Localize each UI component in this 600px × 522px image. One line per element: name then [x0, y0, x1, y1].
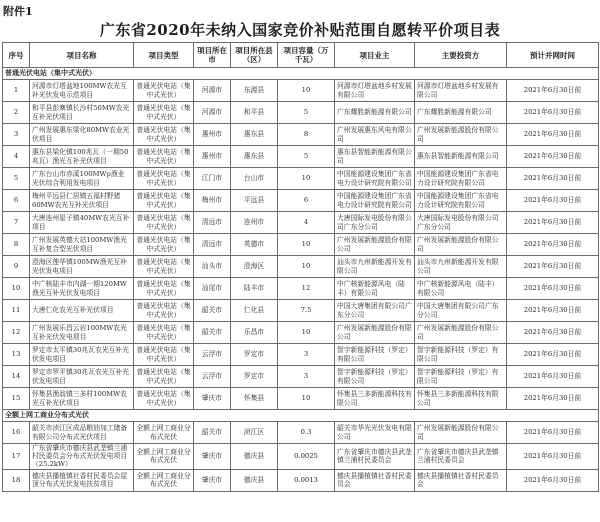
section-title: 全额上网工商业分布式光伏	[3, 410, 599, 422]
table-cell: 普通光伏电站（集中式光伏）	[134, 278, 194, 300]
table-cell: 普通光伏电站（集中式光伏）	[134, 124, 194, 146]
table-cell: 怀集县三多新能源科技有限公司	[335, 388, 415, 410]
table-cell: 2021年6月30日前	[507, 124, 599, 146]
table-cell: 乐昌市	[231, 322, 278, 344]
table-cell: 惠州市	[194, 124, 231, 146]
table-cell: 河源市灯塔盆地乡村发展有限公司	[415, 80, 507, 102]
table-cell: 普通光伏电站（集中式光伏）	[134, 256, 194, 278]
table-cell: 13	[3, 344, 30, 366]
table-row	[3, 168, 599, 190]
table-cell: 14	[3, 366, 30, 388]
table-cell: 广州发展新能源股份有限公司	[335, 322, 415, 344]
table-cell: 和平县	[231, 102, 278, 124]
table-cell: 中国能源建设集团广东省电力设计研究院有限公司	[335, 190, 415, 212]
table-cell: 江门市	[194, 168, 231, 190]
table-cell: 17	[3, 444, 30, 470]
table-cell: 广东省肇庆市德庆县武垄镇兰浦村民委员会	[415, 444, 507, 470]
table-cell: 梅州平远县仁居镇五福村野猪60MW农光互补光伏项目	[30, 190, 134, 212]
table-header-row	[3, 43, 599, 68]
table-cell: 广州发展新能源股份有限公司	[415, 124, 507, 146]
table-cell: 罗定市	[231, 344, 278, 366]
table-cell: 0.0013	[278, 469, 335, 491]
table-cell: 汕尾市	[194, 278, 231, 300]
table-cell: 广州发展英德大站100MW渔光互补复合型光伏项目	[30, 234, 134, 256]
table-cell: 2021年6月30日前	[507, 322, 599, 344]
table-cell: 普通光伏电站（集中式光伏）	[134, 146, 194, 168]
table-cell: 智宇新能源科技（罗定）有限公司	[415, 344, 507, 366]
table-cell: 肇庆市	[194, 469, 231, 491]
table-cell: 广东省肇庆市德庆县武垄镇兰浦村民委员会	[335, 444, 415, 470]
table-cell: 普通光伏电站（集中式光伏）	[134, 366, 194, 388]
table-cell: 罗定市太平镇30兆瓦农光互补光伏发电项目	[30, 344, 134, 366]
table-row	[3, 278, 599, 300]
table-cell: 罗定市	[231, 366, 278, 388]
table-cell: 6	[278, 190, 335, 212]
watermark-cover	[536, 506, 596, 520]
table-row	[3, 444, 599, 470]
table-cell: 10	[278, 234, 335, 256]
table-cell: 广东台山市赤溪100MWp渔业光伏综合利用发电项目	[30, 168, 134, 190]
table-cell: 汕头市九州新能源开发有限公司	[335, 256, 415, 278]
table-cell: 2021年6月30日前	[507, 212, 599, 234]
page-title: 广东省2020年未纳入国家竞价补贴范围自愿转平价项目表	[99, 21, 501, 39]
table-cell: 澄海区莲华镇100MW渔光互补光伏发电项目	[30, 256, 134, 278]
table-cell: 普通光伏电站（集中式光伏）	[134, 388, 194, 410]
table-cell: 清远市	[194, 234, 231, 256]
table-cell: 3	[278, 344, 335, 366]
table-cell: 2021年6月30日前	[507, 234, 599, 256]
table-cell: 河源市	[194, 102, 231, 124]
table-cell: 2021年6月30日前	[507, 190, 599, 212]
table-cell: 怀集县三多新能源科技有限公司	[415, 388, 507, 410]
table-cell: 普通光伏电站（集中式光伏）	[134, 190, 194, 212]
table-cell: 德庆县播植镇社香村民委员会	[335, 469, 415, 491]
table-cell: 清远市	[194, 212, 231, 234]
table-cell: 仁化县	[231, 300, 278, 322]
table-cell: 汕头市九州新能源开发有限公司	[415, 256, 507, 278]
table-cell: 广州发展新能源股份有限公司	[415, 422, 507, 444]
table-row	[3, 102, 599, 124]
table-cell: 2021年6月30日前	[507, 469, 599, 491]
table-cell: 汕头市	[194, 256, 231, 278]
table-cell: 中广核新能源风电（陆丰）有限公司	[415, 278, 507, 300]
table-row	[3, 469, 599, 491]
table-cell: 2021年6月30日前	[507, 388, 599, 410]
table-cell: 怀集县渔翁镇三多村100MW农光互补光伏项目	[30, 388, 134, 410]
header-cell: 项目所在市	[194, 43, 231, 68]
table-cell: 普通光伏电站（集中式光伏）	[134, 234, 194, 256]
table-cell: 惠东县	[231, 124, 278, 146]
table-cell: 韶关市	[194, 322, 231, 344]
table-cell: 广东省肇庆市德庆县武垄镇兰浦村民委员会分布式光伏发电项目（25.2kW）	[30, 444, 134, 470]
table-cell: 中国大唐集团有限公司广东分公司	[415, 300, 507, 322]
table-cell: 1	[3, 80, 30, 102]
table-cell: 德庆县播植镇社香村民委员会	[415, 469, 507, 491]
table-cell: 中国能源建设集团广东省电力设计研究院有限公司	[415, 168, 507, 190]
table-cell: 10	[278, 322, 335, 344]
table-cell: 10	[278, 388, 335, 410]
table-row	[3, 366, 599, 388]
table-cell: 河源市灯塔盆地乡村发展有限公司	[335, 80, 415, 102]
table-cell: 广州发展新能源股份有限公司	[415, 234, 507, 256]
table-cell: 普通光伏电站（集中式光伏）	[134, 212, 194, 234]
table-cell: 普通光伏电站（集中式光伏）	[134, 80, 194, 102]
table-cell: 18	[3, 469, 30, 491]
header-cell: 主要投资方	[415, 43, 507, 68]
table-cell: 云浮市	[194, 366, 231, 388]
table-row	[3, 190, 599, 212]
table-cell: 中国能源建设集团广东省电力设计研究院有限公司	[335, 168, 415, 190]
table-cell: 和平县彭寨镇长沙村50MW农光互补光伏项目	[30, 102, 134, 124]
header-cell: 项目业主	[335, 43, 415, 68]
table-cell: 河源市	[194, 80, 231, 102]
header-cell: 序号	[3, 43, 30, 68]
table-cell: 广东耀胜新能源有限公司	[415, 102, 507, 124]
table-cell: 惠东县智能新能源有限公司	[335, 146, 415, 168]
table-cell: 3	[278, 366, 335, 388]
header-cell: 项目类型	[134, 43, 194, 68]
table-cell: 河源市灯塔盆地100MW农光互补光伏发电示范项目	[30, 80, 134, 102]
table-cell: 4	[3, 146, 30, 168]
table-cell: 大唐国际发电股份有限公司广东分公司	[335, 212, 415, 234]
table-row	[3, 234, 599, 256]
table-cell: 澄海区	[231, 256, 278, 278]
table-cell: 0.0025	[278, 444, 335, 470]
table-cell: 10	[3, 278, 30, 300]
table-row	[3, 256, 599, 278]
table-cell: 德庆县	[231, 444, 278, 470]
table-cell: 2021年6月30日前	[507, 102, 599, 124]
table-cell: 普通光伏电站（集中式光伏）	[134, 300, 194, 322]
table-cell: 普通光伏电站（集中式光伏）	[134, 168, 194, 190]
table-cell: 2021年6月30日前	[507, 300, 599, 322]
table-cell: 梅州市	[194, 190, 231, 212]
header-cell: 项目容量（万千瓦）	[278, 43, 335, 68]
table-cell: 广州发展乐昌云岩100MW农光互补光伏发电项目	[30, 322, 134, 344]
table-cell: 普通光伏电站（集中式光伏）	[134, 102, 194, 124]
table-cell: 2021年6月30日前	[507, 146, 599, 168]
table-cell: 中国能源建设集团广东省电力设计研究院有限公司	[415, 190, 507, 212]
table-row	[3, 322, 599, 344]
table-cell: 英德市	[231, 234, 278, 256]
table-cell: 2021年6月30日前	[507, 168, 599, 190]
table-row	[3, 212, 599, 234]
table-cell: 2021年6月30日前	[507, 444, 599, 470]
table-cell: 全额上网工商业分布式光伏	[134, 469, 194, 491]
table-cell: 大唐仁化农光互补光伏项目	[30, 300, 134, 322]
table-cell: 16	[3, 422, 30, 444]
table-cell: 怀集县	[231, 388, 278, 410]
annex-label: 附件1	[3, 5, 33, 18]
header-cell: 项目所在县（区）	[231, 43, 278, 68]
table-cell: 全额上网工商业分布式光伏	[134, 444, 194, 470]
table-cell: 平远县	[231, 190, 278, 212]
table-cell: 中广核陆丰市内湖一期120MW渔光互补光伏发电项目	[30, 278, 134, 300]
table-cell: 连州市	[231, 212, 278, 234]
table-cell: 台山市	[231, 168, 278, 190]
table-cell: 5	[278, 102, 335, 124]
table-cell: 韶关市	[194, 300, 231, 322]
table-row	[3, 124, 599, 146]
table-cell: 5	[3, 168, 30, 190]
table-cell: 12	[278, 278, 335, 300]
table-cell: 3	[3, 124, 30, 146]
table-row	[3, 388, 599, 410]
table-cell: 惠东县梁化镇100兆瓦（一期50兆瓦）渔光互补光伏项目	[30, 146, 134, 168]
table-row	[3, 80, 599, 102]
table-cell: 广州发展惠东梁化80MW农业光伏项目	[30, 124, 134, 146]
table-cell: 大唐连州星子镇40MW农光互补项目	[30, 212, 134, 234]
table-cell: 韶关市浈江区成品粮油加工储备有限公司分布式光伏项目	[30, 422, 134, 444]
section-row	[3, 68, 599, 80]
table-cell: 10	[278, 256, 335, 278]
table-cell: 6	[3, 190, 30, 212]
table-cell: 7	[3, 212, 30, 234]
table-cell: 德庆县	[231, 469, 278, 491]
table-cell: 9	[3, 256, 30, 278]
project-table	[2, 42, 599, 492]
table-cell: 8	[3, 234, 30, 256]
table-cell: 惠东县智能新能源有限公司	[415, 146, 507, 168]
table-cell: 肇庆市	[194, 444, 231, 470]
table-cell: 2	[3, 102, 30, 124]
table-cell: 德庆县播植镇社香村民委员会屋顶分布式光伏发电扶贫项目	[30, 469, 134, 491]
table-cell: 15	[3, 388, 30, 410]
table-cell: 智宇新能源科技（罗定）有限公司	[335, 366, 415, 388]
section-title: 普通光伏电站（集中式光伏）	[3, 68, 599, 80]
table-cell: 陆丰市	[231, 278, 278, 300]
table-cell: 广州发展惠东风电有限公司	[335, 124, 415, 146]
table-cell: 11	[3, 300, 30, 322]
table-cell: 智宇新能源科技（罗定）有限公司	[335, 344, 415, 366]
section-row	[3, 410, 599, 422]
table-cell: 惠东县	[231, 146, 278, 168]
table-cell: 罗定市罗平镇30兆瓦农光互补光伏发电项目	[30, 366, 134, 388]
table-cell: 普通光伏电站（集中式光伏）	[134, 322, 194, 344]
table-cell: 韶关市华光光伏发电有限公司	[335, 422, 415, 444]
table-cell: 7.5	[278, 300, 335, 322]
table-row	[3, 300, 599, 322]
table-row	[3, 422, 599, 444]
table-cell: 8	[278, 124, 335, 146]
table-cell: 普通光伏电站（集中式光伏）	[134, 344, 194, 366]
table-cell: 肇庆市	[194, 388, 231, 410]
table-cell: 广东耀胜新能源有限公司	[335, 102, 415, 124]
table-row	[3, 146, 599, 168]
table-cell: 全额上网工商业分布式光伏	[134, 422, 194, 444]
header-cell: 项目名称	[30, 43, 134, 68]
table-row	[3, 344, 599, 366]
table-cell: 韶关市	[194, 422, 231, 444]
table-cell: 5	[278, 146, 335, 168]
table-cell: 2021年6月30日前	[507, 80, 599, 102]
table-cell: 12	[3, 322, 30, 344]
table-cell: 2021年6月30日前	[507, 344, 599, 366]
header-cell: 预计并网时间	[507, 43, 599, 68]
table-cell: 2021年6月30日前	[507, 256, 599, 278]
table-cell: 广州发展新能源股份有限公司	[415, 322, 507, 344]
table-cell: 4	[278, 212, 335, 234]
table-cell: 2021年6月30日前	[507, 366, 599, 388]
table-cell: 广州发展新能源股份有限公司	[335, 234, 415, 256]
table-cell: 大唐国际发电股份有限公司广东分公司	[415, 212, 507, 234]
table-cell: 10	[278, 80, 335, 102]
table-cell: 2021年6月30日前	[507, 422, 599, 444]
table-cell: 0.3	[278, 422, 335, 444]
table-cell: 10	[278, 168, 335, 190]
table-cell: 智宇新能源科技（罗定）有限公司	[415, 366, 507, 388]
table-cell: 东源县	[231, 80, 278, 102]
table-cell: 中广核新能源风电（陆丰）有限公司	[335, 278, 415, 300]
table-cell: 惠州市	[194, 146, 231, 168]
table-cell: 中国大唐集团有限公司广东分公司	[335, 300, 415, 322]
table-cell: 2021年6月30日前	[507, 278, 599, 300]
table-cell: 云浮市	[194, 344, 231, 366]
table-cell: 浈江区	[231, 422, 278, 444]
